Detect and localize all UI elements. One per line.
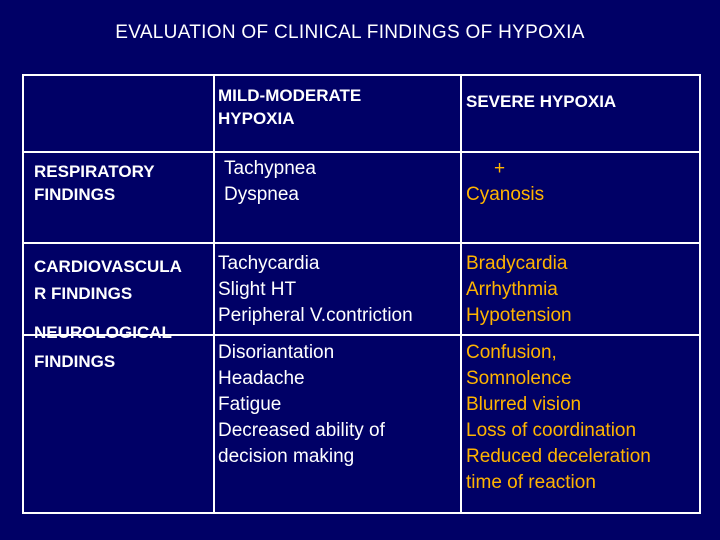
header-severe-cell [461,75,700,152]
finding-item: Decreased ability of [218,420,385,441]
finding-item: Fatigue [218,394,282,415]
finding-item: Hypotension [466,305,572,326]
header-severe-label: SEVERE HYPOXIA [466,92,617,111]
row-category-cell [23,323,214,513]
finding-item: Reduced deceleration [466,446,651,467]
header-category-cell [23,75,214,152]
row-category-line: FINDINGS [34,185,116,204]
table-row-neurological [23,335,700,513]
finding-item: time of reaction [466,472,596,493]
finding-item: Blurred vision [466,394,582,415]
finding-item: Somnolence [466,368,572,389]
finding-item: decision making [218,446,355,467]
header-mild-moderate-line-1: MILD-MODERATE [218,86,362,105]
hypoxia-findings-table [22,74,701,514]
finding-item: Disoriantation [218,342,335,363]
row-category-line: R FINDINGS [34,284,133,303]
header-row [23,75,700,152]
finding-item: Arrhythmia [466,279,558,300]
row-category-cell [23,152,214,243]
finding-item: Tachypnea [224,158,316,179]
row-category-line: CARDIOVASCULA [34,257,182,276]
finding-item: Tachycardia [218,253,320,274]
mild-moderate-cell [214,243,461,335]
row-category-line: FINDINGS [34,352,116,371]
finding-item: Dyspnea [224,184,299,205]
table-row-respiratory [23,152,700,243]
finding-item: Slight HT [218,279,297,300]
severe-cell [461,243,700,335]
finding-item: Peripheral V.contriction [218,305,413,326]
finding-item: Headache [218,368,305,389]
mild-moderate-cell [214,335,461,513]
finding-item: Cyanosis [466,184,545,205]
page-title: EVALUATION OF CLINICAL FINDINGS OF HYPOXIA [115,22,585,43]
severe-cell [461,335,700,513]
finding-item: + [494,158,506,179]
finding-item: Bradycardia [466,253,568,274]
header-mild-moderate-cell [214,75,461,152]
severe-cell [461,152,700,243]
finding-item: Loss of coordination [466,420,637,441]
mild-moderate-cell [214,152,461,243]
finding-item: Confusion, [466,342,557,363]
row-category-line: RESPIRATORY [34,162,155,181]
header-mild-moderate-line-2: HYPOXIA [218,109,295,128]
row-category-line: NEUROLOGICAL [34,323,172,342]
